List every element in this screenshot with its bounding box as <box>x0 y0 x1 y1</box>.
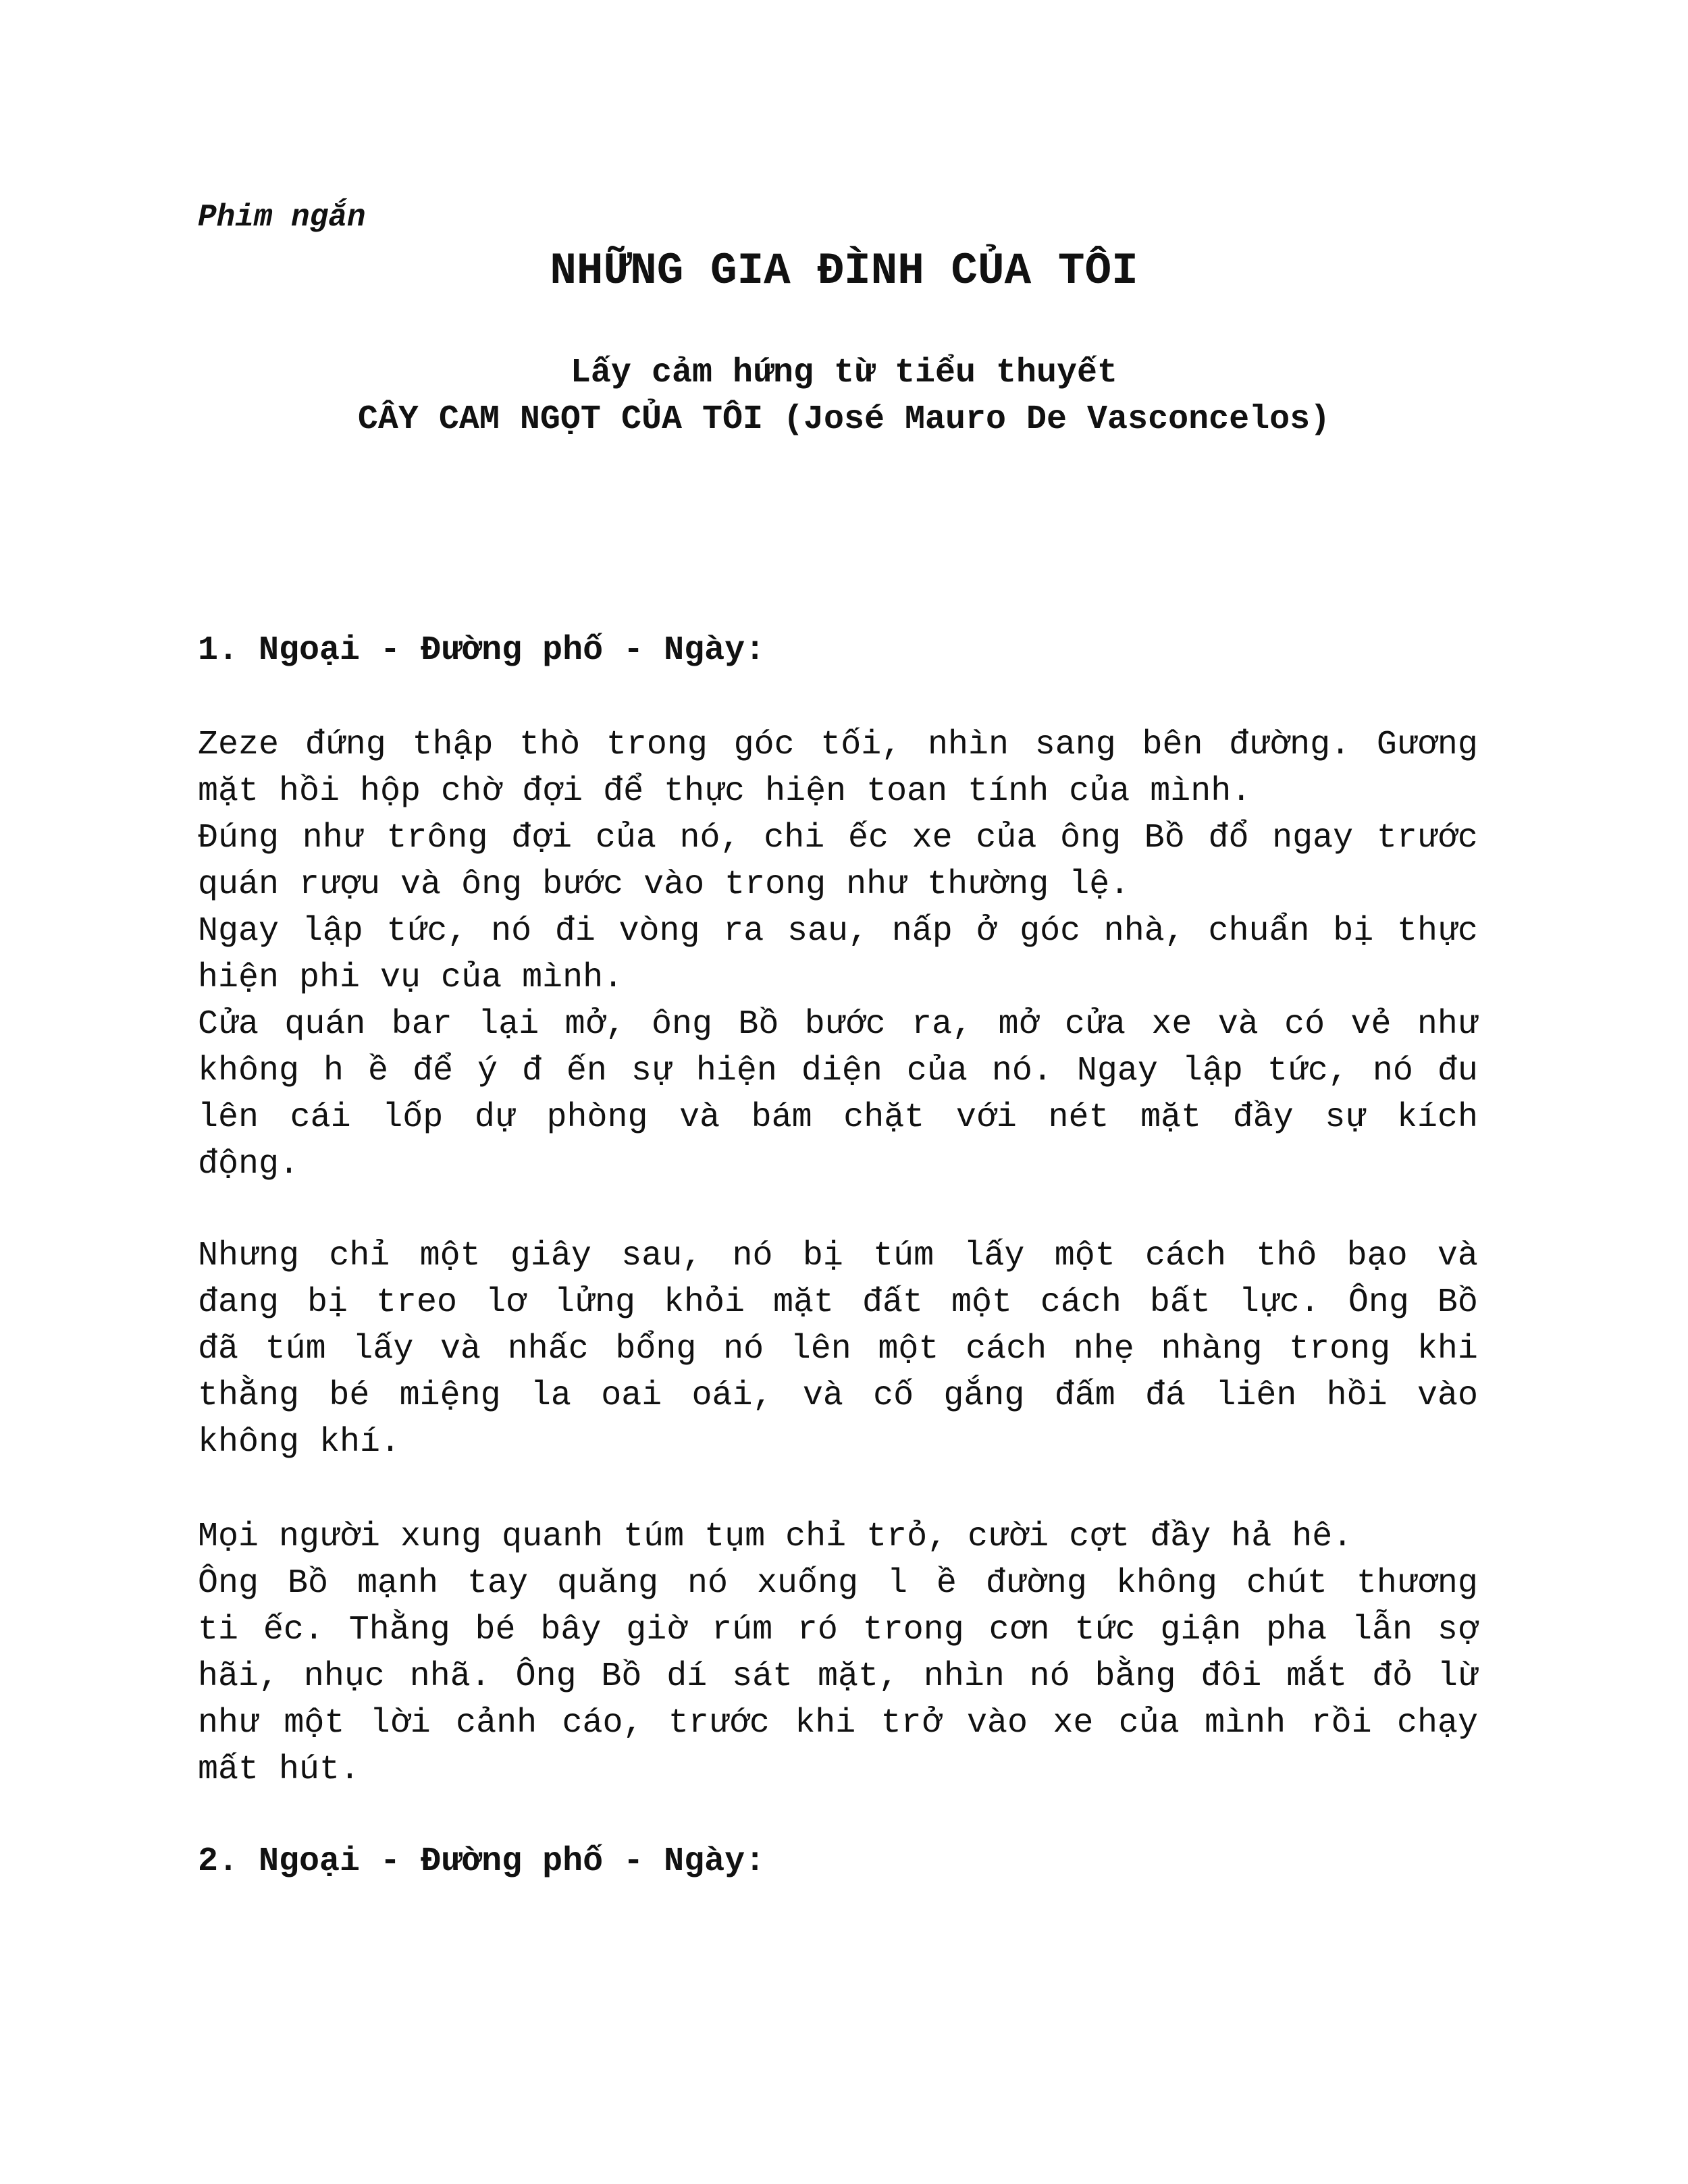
word: Ông <box>1348 1283 1409 1322</box>
word: nhục <box>303 1657 385 1696</box>
word: sự <box>1325 1098 1366 1137</box>
word: hiện <box>695 1052 777 1090</box>
scene-1-heading: 1. Ngoại - Đường phố - Ngày: <box>198 631 766 670</box>
word: cảnh <box>456 1704 537 1742</box>
word: treo <box>375 1283 458 1322</box>
word: sợ <box>1437 1611 1478 1649</box>
word: đá <box>1145 1377 1186 1415</box>
word: đ <box>521 1052 542 1090</box>
word: góc <box>733 726 795 764</box>
word: một <box>878 1330 939 1368</box>
word: chỉ <box>329 1237 390 1275</box>
word: có <box>1284 1005 1325 1044</box>
word: lập <box>1182 1052 1243 1090</box>
scene-1-paragraph-3 <box>198 1514 1478 1793</box>
text-line <box>198 1560 1478 1607</box>
word: cửa <box>1064 1005 1126 1044</box>
word: cách <box>966 1330 1047 1368</box>
word: lốp <box>382 1098 444 1137</box>
word: xe <box>1053 1704 1094 1742</box>
word: nhẹ <box>1073 1330 1134 1368</box>
word: l <box>887 1564 907 1603</box>
subtitle-inspiration: Lấy cảm hứng từ tiểu thuyết <box>570 354 1118 392</box>
word: Bồ <box>601 1657 642 1696</box>
word: cách <box>1145 1237 1227 1275</box>
word: để <box>412 1052 453 1090</box>
word: Ngay <box>198 912 280 951</box>
word: trong <box>606 726 708 764</box>
word: như <box>302 819 363 857</box>
word: pha <box>1266 1611 1327 1649</box>
word: đường <box>985 1564 1087 1603</box>
word: oái, <box>691 1377 773 1415</box>
scene-1-paragraph-1 <box>198 722 1478 1188</box>
word: thằng <box>198 1377 300 1415</box>
word: chút <box>1246 1564 1327 1603</box>
word: đi <box>554 912 596 951</box>
word: nhã. <box>409 1657 491 1696</box>
word: giờ <box>626 1611 687 1649</box>
word: và <box>1437 1237 1478 1275</box>
text-line <box>198 1326 1478 1373</box>
word: quán <box>284 1005 366 1044</box>
word: không <box>198 1052 300 1090</box>
word: lẫn <box>1352 1611 1413 1649</box>
word: bám <box>751 1098 812 1137</box>
word: lời <box>369 1704 431 1742</box>
word: cách <box>1040 1283 1122 1322</box>
word: lừ <box>1437 1657 1478 1696</box>
word: lên <box>790 1330 851 1368</box>
text-line <box>198 1048 1478 1094</box>
word: Bồ <box>1437 1283 1478 1322</box>
word: nó <box>1372 1052 1413 1090</box>
text-line: mất hút. <box>198 1751 361 1789</box>
word: chuẩn <box>1208 912 1310 951</box>
word: rồi <box>1311 1704 1372 1742</box>
word: mặt <box>1140 1098 1202 1137</box>
word: túm <box>265 1330 326 1368</box>
word: như <box>198 1704 259 1742</box>
text-line: Mọi người xung quanh túm tụm chỉ trỏ, cười cợt đầy hả hê. <box>198 1518 1353 1556</box>
word: không <box>1115 1564 1217 1603</box>
word: miệng <box>399 1377 501 1415</box>
word: của <box>976 819 1037 857</box>
word: trước <box>1376 819 1478 857</box>
word: Ông <box>515 1657 577 1696</box>
word: lấy <box>964 1237 1025 1275</box>
word: bé <box>329 1377 370 1415</box>
word: ngay <box>1272 819 1354 857</box>
word: bằng <box>1094 1657 1176 1696</box>
text-line <box>198 1653 1478 1700</box>
word: đôi <box>1201 1657 1262 1696</box>
word: hãi, <box>198 1657 280 1696</box>
word: trở <box>880 1704 942 1742</box>
word: ý <box>477 1052 498 1090</box>
word: khi <box>795 1704 856 1742</box>
word: nó. <box>991 1052 1053 1090</box>
text-line <box>198 815 1478 861</box>
word: giận <box>1160 1611 1242 1649</box>
word: ti <box>198 1611 239 1649</box>
word: thương <box>1356 1564 1478 1603</box>
word: dự <box>474 1098 515 1137</box>
word: bất <box>1149 1283 1211 1322</box>
word: túm <box>873 1237 934 1275</box>
word: trong <box>862 1611 964 1649</box>
word: Ngay <box>1076 1052 1158 1090</box>
text-line: không khí. <box>198 1423 401 1462</box>
word: thực <box>1396 912 1478 951</box>
word: Bồ <box>1144 819 1185 857</box>
word: khỏi <box>663 1283 745 1322</box>
word: với <box>955 1098 1017 1137</box>
word: mặt <box>772 1283 834 1322</box>
word: chặt <box>843 1098 925 1137</box>
word: nhìn <box>923 1657 1005 1696</box>
word: nhà, <box>1103 912 1185 951</box>
word: ề <box>367 1052 388 1090</box>
word: sát <box>732 1657 793 1696</box>
word: Thằng <box>348 1611 450 1649</box>
word: góc <box>1020 912 1081 951</box>
word: đang <box>198 1283 280 1322</box>
text-line <box>198 1001 1478 1048</box>
word: đã <box>198 1330 239 1368</box>
word: tức, <box>386 912 468 951</box>
word: bị <box>1333 912 1374 951</box>
word: và <box>1217 1005 1259 1044</box>
word: gắng <box>943 1377 1025 1415</box>
word: của <box>1118 1704 1180 1742</box>
text-line <box>198 1094 1478 1141</box>
word: bước <box>804 1005 886 1044</box>
word: lực. <box>1238 1283 1320 1322</box>
text-line: quán rượu và ông bước vào trong như thường lệ. <box>198 865 1130 904</box>
word: trong <box>1289 1330 1391 1368</box>
word: nó, <box>679 819 741 857</box>
word: nó <box>732 1237 773 1275</box>
word: của <box>906 1052 968 1090</box>
word: Bồ <box>287 1564 328 1603</box>
word: quăng <box>556 1564 658 1603</box>
word: bây <box>540 1611 602 1649</box>
word: Ông <box>198 1564 259 1603</box>
word: lập <box>302 912 363 951</box>
word: lơ <box>485 1283 526 1322</box>
word: một <box>419 1237 481 1275</box>
word: đỏ <box>1372 1657 1413 1696</box>
word: một <box>1054 1237 1115 1275</box>
word: ra <box>723 912 764 951</box>
word: đường. <box>1229 726 1351 764</box>
text-line <box>198 1279 1478 1326</box>
word: tối, <box>820 726 902 764</box>
word: vẻ <box>1350 1005 1392 1044</box>
word: và <box>440 1330 481 1368</box>
word: la <box>530 1377 571 1415</box>
word: đất <box>862 1283 923 1322</box>
word: mạnh <box>357 1564 438 1603</box>
word: lửng <box>554 1283 635 1322</box>
word: sự <box>631 1052 672 1090</box>
word: ếc. <box>263 1611 324 1649</box>
word: đầy <box>1232 1098 1294 1137</box>
word: nó <box>491 912 532 951</box>
word: tay <box>467 1564 528 1603</box>
word: bé <box>475 1611 516 1649</box>
word: cáo, <box>562 1704 643 1742</box>
word: mình <box>1205 1704 1286 1742</box>
word: h <box>323 1052 344 1090</box>
text-line: mặt hồi hộp chờ đợi để thực hiện toan tính của mình. <box>198 772 1252 811</box>
text-line <box>198 1233 1478 1279</box>
word: ến <box>566 1052 607 1090</box>
word: tức <box>1074 1611 1136 1649</box>
word: thò <box>519 726 581 764</box>
word: đấm <box>1054 1377 1115 1415</box>
word: mở <box>998 1005 1039 1044</box>
word: thập <box>412 726 494 764</box>
word: Zeze <box>198 726 280 764</box>
word: ở <box>976 912 997 951</box>
page-title: NHỮNG GIA ĐÌNH CỦA TÔI <box>550 246 1138 296</box>
word: chi <box>764 819 825 857</box>
word: Cửa <box>198 1005 259 1044</box>
word: khi <box>1417 1330 1478 1368</box>
word: sau, <box>787 912 868 951</box>
word: hồi <box>1326 1377 1388 1415</box>
word: đứng <box>305 726 386 764</box>
word: lấy <box>352 1330 414 1368</box>
word: nó <box>1029 1657 1070 1696</box>
text-line: hiện phi vụ của mình. <box>198 959 624 997</box>
text-line <box>198 1700 1478 1747</box>
genre-label: Phim ngắn <box>198 200 366 235</box>
word: đu <box>1437 1052 1478 1090</box>
word: thô <box>1256 1237 1317 1275</box>
word: oai <box>601 1377 662 1415</box>
word: của <box>595 819 656 857</box>
word: mở, <box>564 1005 626 1044</box>
word: xe <box>1151 1005 1192 1044</box>
word: Bồ <box>738 1005 779 1044</box>
word: Gương <box>1376 726 1478 764</box>
word: cái <box>290 1098 351 1137</box>
text-line <box>198 722 1478 768</box>
word: trước <box>668 1704 770 1742</box>
word: diện <box>801 1052 882 1090</box>
word: Đúng <box>198 819 280 857</box>
word: ông <box>651 1005 712 1044</box>
word: vòng <box>618 912 700 951</box>
word: kích <box>1396 1098 1478 1137</box>
word: ếc <box>847 819 889 857</box>
word: bị <box>802 1237 843 1275</box>
text-line <box>198 1373 1478 1419</box>
word: vào <box>967 1704 1028 1742</box>
text-line <box>198 1607 1478 1653</box>
word: lại <box>478 1005 539 1044</box>
word: nét <box>1048 1098 1109 1137</box>
word: dí <box>666 1657 708 1696</box>
word: liên <box>1215 1377 1297 1415</box>
word: trông <box>386 819 488 857</box>
word: cố <box>873 1377 914 1415</box>
word: bị <box>307 1283 348 1322</box>
word: như <box>1417 1005 1478 1044</box>
word: ề <box>936 1564 957 1603</box>
word: nhấc <box>507 1330 589 1368</box>
word: phòng <box>546 1098 648 1137</box>
word: sang <box>1034 726 1116 764</box>
word: mắt <box>1286 1657 1348 1696</box>
word: cơn <box>988 1611 1050 1649</box>
text-line <box>198 908 1478 955</box>
word: nó <box>723 1330 764 1368</box>
word: tức, <box>1267 1052 1348 1090</box>
word: vào <box>1417 1377 1478 1415</box>
word: giây <box>510 1237 591 1275</box>
word: nó <box>687 1564 728 1603</box>
text-line: động. <box>198 1145 300 1183</box>
word: ông <box>1060 819 1122 857</box>
word: đợi <box>511 819 573 857</box>
word: nhàng <box>1161 1330 1263 1368</box>
word: ró <box>797 1611 838 1649</box>
word: đổ <box>1208 819 1249 857</box>
word: xe <box>912 819 953 857</box>
word: mặt, <box>817 1657 899 1696</box>
scene-2-heading: 2. Ngoại - Đường phố - Ngày: <box>198 1842 766 1881</box>
word: rúm <box>712 1611 773 1649</box>
word: ra, <box>912 1005 973 1044</box>
word: bên <box>1142 726 1203 764</box>
word: và <box>679 1098 720 1137</box>
word: một <box>284 1704 345 1742</box>
word: bạo <box>1346 1237 1408 1275</box>
word: bổng <box>615 1330 697 1368</box>
word: Nhưng <box>198 1237 300 1275</box>
word: lên <box>198 1098 259 1137</box>
word: sau, <box>621 1237 703 1275</box>
word: và <box>802 1377 843 1415</box>
word: xuống <box>756 1564 858 1603</box>
subtitle-source-novel: CÂY CAM NGỌT CỦA TÔI (José Mauro De Vasconcelos) <box>357 400 1331 439</box>
word: một <box>951 1283 1012 1322</box>
word: nhìn <box>928 726 1009 764</box>
word: nấp <box>891 912 953 951</box>
scene-1-paragraph-2 <box>198 1233 1478 1466</box>
word: bar <box>391 1005 452 1044</box>
word: chạy <box>1396 1704 1478 1742</box>
